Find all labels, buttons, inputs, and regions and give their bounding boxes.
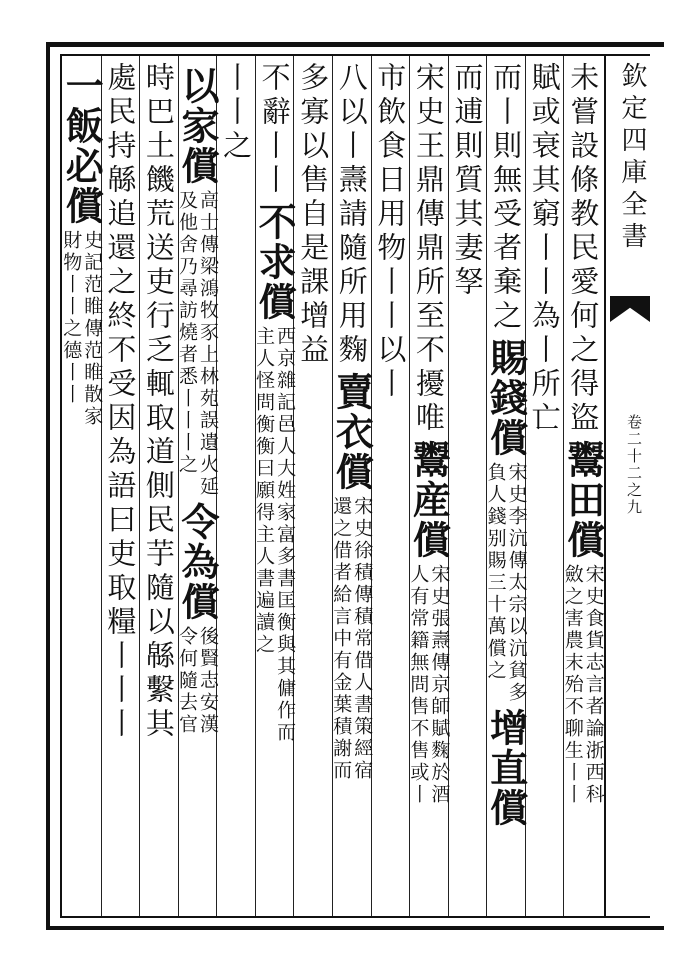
- annotation-line: 宋史李沆傳太宗以沆貧多: [505, 462, 528, 704]
- annotation-line: 負人錢别賜三十萬償之: [484, 462, 507, 682]
- text-column: [525, 62, 564, 912]
- body-text: 未嘗設條教民愛何之得盜: [566, 62, 601, 436]
- text-column: [371, 62, 410, 912]
- body-text: 丨丨之: [219, 62, 254, 164]
- annotation-line: 西京雜記邑人大姓家富多書匡衡與其傭作而: [274, 326, 297, 744]
- annotation-line: 斂之害農末殆不聊生丨丨: [561, 564, 584, 806]
- entry-heading: 鬻田償: [560, 440, 606, 560]
- entry-heading: 賣衣償: [329, 372, 375, 492]
- annotation-line: 宋史食貨志言者論浙西科: [582, 564, 605, 806]
- annotation: [407, 564, 451, 806]
- text-column: [293, 62, 332, 912]
- annotation-line: 史記范睢傳范睢散家: [81, 230, 104, 428]
- entry-heading: 鬻産償: [406, 440, 452, 560]
- annotation: [60, 230, 104, 428]
- annotation-line: 財物丨丨之德丨丨: [60, 230, 83, 406]
- text-column: [252, 62, 298, 912]
- body-text: 賦或衰其窮丨丨為丨所亡: [527, 62, 562, 436]
- annotation-line: 高士傳梁鴻牧豕上林苑誤遺火延: [196, 190, 219, 498]
- annotation-line: 主人怪問衡衡曰願得主人書遍讀之: [253, 326, 276, 656]
- annotation: [563, 564, 603, 806]
- entry-heading: 增直償: [483, 708, 529, 828]
- annotation: [486, 462, 526, 704]
- text-column: [448, 62, 487, 912]
- text-column: [216, 62, 255, 912]
- annotation-line: 令何隨去官: [175, 626, 198, 736]
- text-column: [406, 62, 452, 912]
- entry-heading: 以家償: [174, 66, 220, 186]
- body-text: 而逋則質其妻孥: [450, 62, 485, 300]
- annotation: [253, 326, 297, 744]
- annotation: [177, 190, 217, 498]
- annotation-line: 宋史張燾傳京師賦麴於酒: [428, 564, 451, 806]
- entry-heading: 賜錢償: [483, 338, 529, 458]
- body-text: 市飲食日用物丨丨以丨: [373, 62, 408, 402]
- annotation-line: 還之借者給言中有金葉積謝而: [330, 496, 353, 782]
- annotation-line: 後賢志安漢: [196, 626, 219, 736]
- annotation: [330, 496, 374, 782]
- annotation-line: 人有常籍無問售不售或丨: [407, 564, 430, 806]
- entry-heading: 令為償: [174, 502, 220, 622]
- body-text: 時巴土饑荒送吏行乏輒取道側民芋隨以緜繫其: [141, 62, 176, 742]
- body-text: 不辭丨丨: [257, 62, 292, 198]
- text-column: [174, 62, 220, 912]
- body-text: 八以丨燾請隨所用麴: [334, 62, 369, 368]
- annotation-line: 宋史徐積傳積常借人書策經宿: [351, 496, 374, 782]
- text-column: [139, 62, 178, 912]
- text-column: [560, 62, 606, 912]
- body-text: 宋史王鼎傳鼎所至不擾唯: [411, 62, 446, 436]
- body-text: 處民持緜追還之終不受因為語曰吏取糧丨丨丨: [103, 62, 138, 742]
- text-column: [101, 62, 140, 912]
- book-title: 欽定四庫全書: [617, 62, 647, 254]
- annotation: [177, 626, 217, 736]
- text-column: [59, 62, 105, 912]
- body-text: 而丨則無受者棄之: [489, 62, 524, 334]
- entry-heading: 一飯必償: [59, 66, 105, 226]
- text-column: [483, 62, 529, 912]
- body-text: 多寡以售自是課增益: [296, 62, 331, 368]
- entry-heading: 不求償: [252, 202, 298, 322]
- text-column: [329, 62, 375, 912]
- volume-marker: 卷二十二之九: [625, 414, 643, 516]
- annotation-line: 及他舍乃尋訪燒者悉丨丨丨之: [175, 190, 198, 476]
